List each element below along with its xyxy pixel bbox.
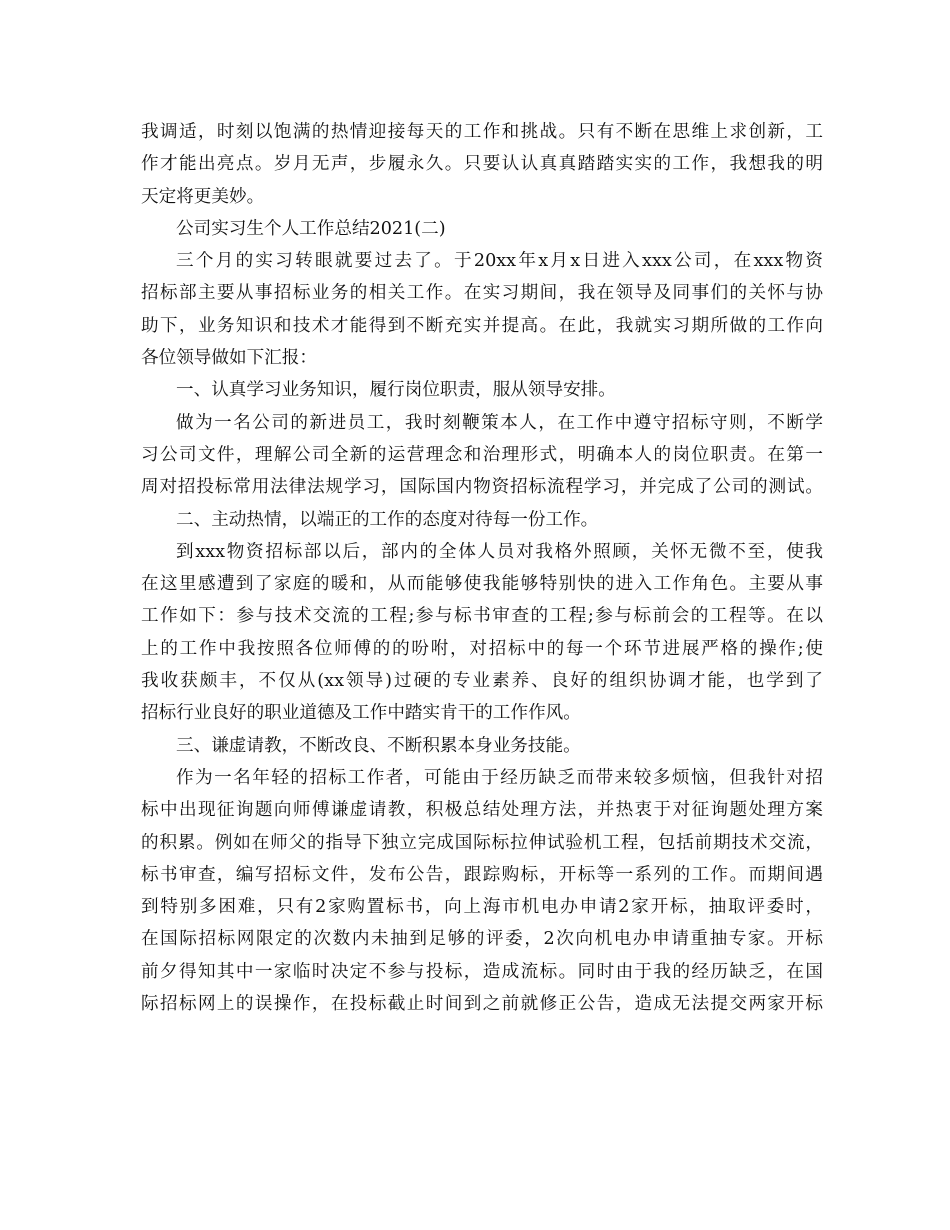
text-line: 作为一名年轻的招标工作者，可能由于经历缺乏而带来较多烦恼，但我针对招	[176, 767, 823, 788]
text-line: 三、谦虚请教，不断改良、不断积累本身业务技能。	[176, 735, 581, 756]
text-line: 天定将更美妙。	[141, 186, 265, 207]
text-line: 做为一名公司的新进员工，我时刻鞭策本人，在工作中遵守招标守则，不断学	[176, 412, 823, 433]
text-line: 我调适，时刻以饱满的热情迎接每天的工作和挑战。只有不断在思维上求创新，工	[141, 122, 823, 142]
text-line: 二、主动热情，以端正的工作的态度对待每一份工作。	[176, 509, 599, 530]
text-line: 在国际招标网限定的次数内未抽到足够的评委，2次向机电办申请重抽专家。开标	[141, 929, 823, 950]
text-line: 工作如下：参与技术交流的工程;参与标书审查的工程;参与标前会的工程等。在以	[141, 606, 823, 627]
document-body	[141, 116, 823, 1020]
text-line: 招标部主要从事招标业务的相关工作。在实习期间，我在领导及同事们的关怀与协	[141, 283, 823, 304]
text-line: 三个月的实习转眼就要过去了。于20xx年x月x日进入xxx公司，在xxx物资	[176, 251, 823, 272]
text-line: 作才能出亮点。岁月无声，步履永久。只要认认真真踏踏实实的工作，我想我的明	[141, 154, 823, 175]
text-line: 标书审查，编写招标文件，发布公告，跟踪购标，开标等一系列的工作。而期间遇	[141, 864, 823, 885]
text-line: 助下，业务知识和技术才能得到不断充实并提高。在此，我就实习期所做的工作向	[141, 315, 823, 336]
text-line: 招标行业良好的职业道德及工作中踏实肯干的工作作风。	[141, 703, 581, 724]
text-line: 各位领导做如下汇报：	[141, 348, 317, 369]
text-line: 周对招投标常用法律法规学习，国际国内物资招标流程学习，并完成了公司的测试。	[141, 477, 823, 498]
text-line: 到xxx物资招标部以后，部内的全体人员对我格外照顾，关怀无微不至，使我	[176, 541, 823, 562]
text-line: 我收获颇丰，不仅从(xx领导)过硬的专业素养、良好的组织协调才能，也学到了	[141, 671, 823, 692]
text-line: 标中出现征询题向师傅谦虚请教，积极总结处理方法，并热衷于对征询题处理方案	[141, 800, 823, 821]
text-line: 前夕得知其中一家临时决定不参与投标，造成流标。同时由于我的经历缺乏，在国	[141, 961, 823, 982]
text-line: 公司实习生个人工作总结2021(二)	[176, 218, 446, 239]
text-line: 在这里感遭到了家庭的暖和，从而能够使我能够特别快的进入工作角色。主要从事	[141, 574, 823, 595]
text-line: 的积累。例如在师父的指导下独立完成国际标拉伸试验机工程，包括前期技术交流，	[141, 832, 823, 853]
text-line: 一、认真学习业务知识，履行岗位职责，服从领导安排。	[176, 380, 616, 401]
text-line: 到特别多困难，只有2家购置标书，向上海市机电办申请2家开标，抽取评委时，	[141, 897, 823, 918]
text-line: 际招标网上的误操作，在投标截止时间到之前就修正公告，造成无法提交两家开标	[141, 994, 823, 1015]
text-line: 上的工作中我按照各位师傅的的吩咐，对招标中的每一个环节进展严格的操作;使	[141, 638, 823, 659]
text-line: 习公司文件，理解公司全新的运营理念和治理形式，明确本人的岗位职责。在第一	[141, 444, 823, 465]
